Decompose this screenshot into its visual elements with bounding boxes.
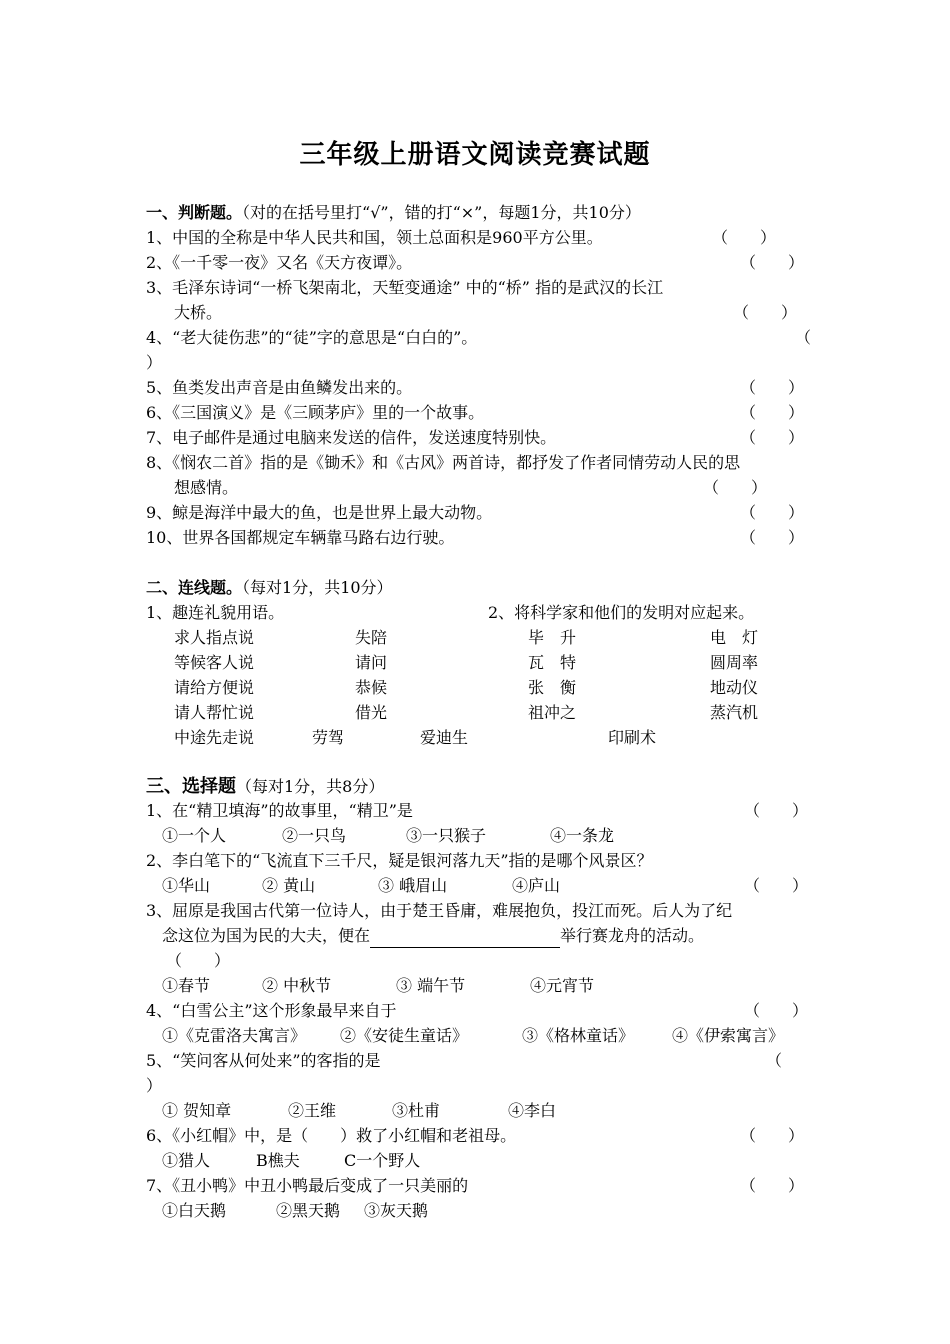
judge-item-7: 7、电子邮件是通过电脑来发送的信件，发送速度特别快。 <box>146 428 557 447</box>
answer-paren-8[interactable]: （ ） <box>703 478 768 497</box>
polite-item[interactable]: 恭候 <box>355 678 388 697</box>
choice-option[interactable]: ②《安徒生童话》 <box>340 1026 469 1045</box>
section2-note: （每对1分，共10分） <box>242 578 393 597</box>
choice-option[interactable]: ③杜甫 <box>392 1101 441 1120</box>
choice-option[interactable]: ① 贺知章 <box>162 1101 232 1120</box>
judge-item-8: 8、《悯农二首》指的是《锄禾》和《古风》两首诗，都抒发了作者同情劳动人民的思 <box>146 453 741 472</box>
judge-item-1: 1、中国的全称是中华人民共和国，领土总面积是960平方公里。 <box>146 228 603 247</box>
choice-option[interactable]: ②黑天鹅 <box>276 1201 341 1220</box>
section1-note: （对的在括号里打“√”，错的打“×”，每题1分，共10分） <box>242 203 641 222</box>
phrase-item[interactable]: 请给方便说 <box>174 678 255 697</box>
choice-q4: 4、“白雪公主”这个形象最早来自于 <box>146 1001 397 1020</box>
judge-item-6: 6、《三国演义》是《三顾茅庐》里的一个故事。 <box>146 403 485 422</box>
answer-paren-5[interactable]: （ ） <box>740 378 805 397</box>
invention-item[interactable]: 电 灯 <box>710 628 759 647</box>
choice-q5: 5、“笑问客从何处来”的客指的是 <box>146 1051 381 1070</box>
choice-q7: 7、《丑小鸭》中丑小鸭最后变成了一只美丽的 <box>146 1176 469 1195</box>
choice-option[interactable]: ①白天鹅 <box>162 1201 227 1220</box>
choice-option[interactable]: ③ 峨眉山 <box>378 876 448 895</box>
choice-option[interactable]: ②一只鸟 <box>282 826 347 845</box>
judge-item-10: 10、世界各国都规定车辆靠马路右边行驶。 <box>146 528 455 547</box>
scientist-item[interactable]: 爱迪生 <box>420 728 469 747</box>
choice-option[interactable]: ④《伊索寓言》 <box>672 1026 785 1045</box>
choice-q3-line1: 3、屈原是我国古代第一位诗人，由于楚王昏庸，难展抱负，投江而死。后人为了纪 <box>146 901 733 920</box>
polite-item[interactable]: 借光 <box>355 703 388 722</box>
judge-item-4: 4、“老大徒伤悲”的“徒”字的意思是“白白的”。 <box>146 328 478 347</box>
answer-paren-1[interactable]: （ ） <box>712 228 777 247</box>
choice-paren-7[interactable]: （ ） <box>740 1176 805 1195</box>
invention-item[interactable]: 蒸汽机 <box>710 703 759 722</box>
choice-option[interactable]: ④李白 <box>508 1101 557 1120</box>
choice-option[interactable]: ①一个人 <box>162 826 227 845</box>
section3-heading: 三、选择题 <box>146 776 236 797</box>
scientist-item[interactable]: 祖冲之 <box>528 703 577 722</box>
choice-option[interactable]: ④庐山 <box>512 876 561 895</box>
invention-item[interactable]: 地动仪 <box>710 678 759 697</box>
choice-paren-3[interactable]: （ ） <box>166 951 231 970</box>
answer-paren-2[interactable]: （ ） <box>740 253 805 272</box>
choice-option[interactable]: C一个野人 <box>344 1151 421 1170</box>
fill-blank[interactable] <box>370 929 560 948</box>
choice-option[interactable]: ①春节 <box>162 976 211 995</box>
answer-paren-7[interactable]: （ ） <box>740 428 805 447</box>
choice-q2: 2、李白笔下的“飞流直下三千尺，疑是银河落九天”指的是哪个风景区？ <box>146 851 653 870</box>
judge-item-8-cont: 想感情。 <box>174 478 239 497</box>
choice-option[interactable]: ③ 端午节 <box>396 976 466 995</box>
polite-item[interactable]: 劳驾 <box>312 728 345 747</box>
section2-header <box>146 575 393 600</box>
choice-q3-pre: 念这位为国为民的大夫，便在 <box>162 926 371 945</box>
phrase-item[interactable]: 求人指点说 <box>174 628 255 647</box>
choice-option[interactable]: ④一条龙 <box>550 826 615 845</box>
answer-paren-6[interactable]: （ ） <box>740 403 805 422</box>
choice-option[interactable]: ③灰天鹅 <box>364 1201 429 1220</box>
scientist-item[interactable]: 毕 升 <box>528 628 577 647</box>
answer-paren-4-close[interactable]: ） <box>146 353 163 372</box>
answer-paren-9[interactable]: （ ） <box>740 503 805 522</box>
choice-option[interactable]: ①华山 <box>162 876 211 895</box>
choice-q1: 1、在“精卫填海”的故事里，“精卫”是 <box>146 801 413 820</box>
section2-heading: 二、连线题。 <box>146 578 243 597</box>
invention-item[interactable]: 圆周率 <box>710 653 759 672</box>
phrase-item[interactable]: 中途先走说 <box>174 728 255 747</box>
choice-paren-4[interactable]: （ ） <box>744 1001 809 1020</box>
choice-option[interactable]: ② 黄山 <box>262 876 316 895</box>
polite-item[interactable]: 请问 <box>355 653 388 672</box>
choice-option[interactable]: ③《格林童话》 <box>522 1026 635 1045</box>
judge-item-9: 9、鲸是海洋中最大的鱼，也是世界上最大动物。 <box>146 503 493 522</box>
section1-header <box>146 200 641 225</box>
match-q1: 1、趣连礼貌用语。 <box>146 603 285 622</box>
answer-paren-3[interactable]: （ ） <box>733 303 798 322</box>
scientist-item[interactable]: 瓦 特 <box>528 653 577 672</box>
scientist-item[interactable]: 张 衡 <box>528 678 577 697</box>
choice-paren-1[interactable]: （ ） <box>744 801 809 820</box>
judge-item-3-cont: 大桥。 <box>174 303 223 322</box>
choice-option[interactable]: ②王维 <box>288 1101 337 1120</box>
choice-option[interactable]: ② 中秋节 <box>262 976 332 995</box>
choice-option[interactable]: B樵夫 <box>256 1151 300 1170</box>
phrase-item[interactable]: 请人帮忙说 <box>174 703 255 722</box>
choice-option[interactable]: ④元宵节 <box>530 976 595 995</box>
choice-paren-2[interactable]: （ ） <box>744 876 809 895</box>
choice-option[interactable]: ①《克雷洛夫寓言》 <box>162 1026 307 1045</box>
choice-option[interactable]: ③一只猴子 <box>406 826 487 845</box>
invention-item[interactable]: 印刷术 <box>608 728 657 747</box>
judge-item-3: 3、毛泽东诗词“一桥飞架南北，天堑变通途” 中的“桥” 指的是武汉的长江 <box>146 278 664 297</box>
choice-q3-post: 举行赛龙舟的活动。 <box>560 926 705 945</box>
judge-item-2: 2、《一千零一夜》又名《天方夜谭》。 <box>146 253 413 272</box>
page-title: 三年级上册语文阅读竞赛试题 <box>299 140 651 170</box>
phrase-item[interactable]: 等候客人说 <box>174 653 255 672</box>
answer-paren-4-open[interactable]: （ <box>795 328 812 347</box>
choice-paren-5-open[interactable]: （ <box>766 1051 783 1070</box>
answer-paren-10[interactable]: （ ） <box>740 528 805 547</box>
polite-item[interactable]: 失陪 <box>355 628 388 647</box>
choice-q6: 6、《小红帽》中，是（ ）救了小红帽和老祖母。 <box>146 1126 517 1145</box>
match-q2: 2、将科学家和他们的发明对应起来。 <box>488 603 755 622</box>
judge-item-5: 5、鱼类发出声音是由鱼鳞发出来的。 <box>146 378 413 397</box>
section1-heading: 一、判断题。 <box>146 203 243 222</box>
choice-q3-line2 <box>162 923 704 948</box>
section3-header <box>146 773 384 800</box>
choice-option[interactable]: ①猎人 <box>162 1151 211 1170</box>
choice-paren-6[interactable]: （ ） <box>740 1126 805 1145</box>
section3-note: （每对1分，共8分） <box>236 777 385 796</box>
choice-paren-5-close[interactable]: ） <box>146 1076 163 1095</box>
